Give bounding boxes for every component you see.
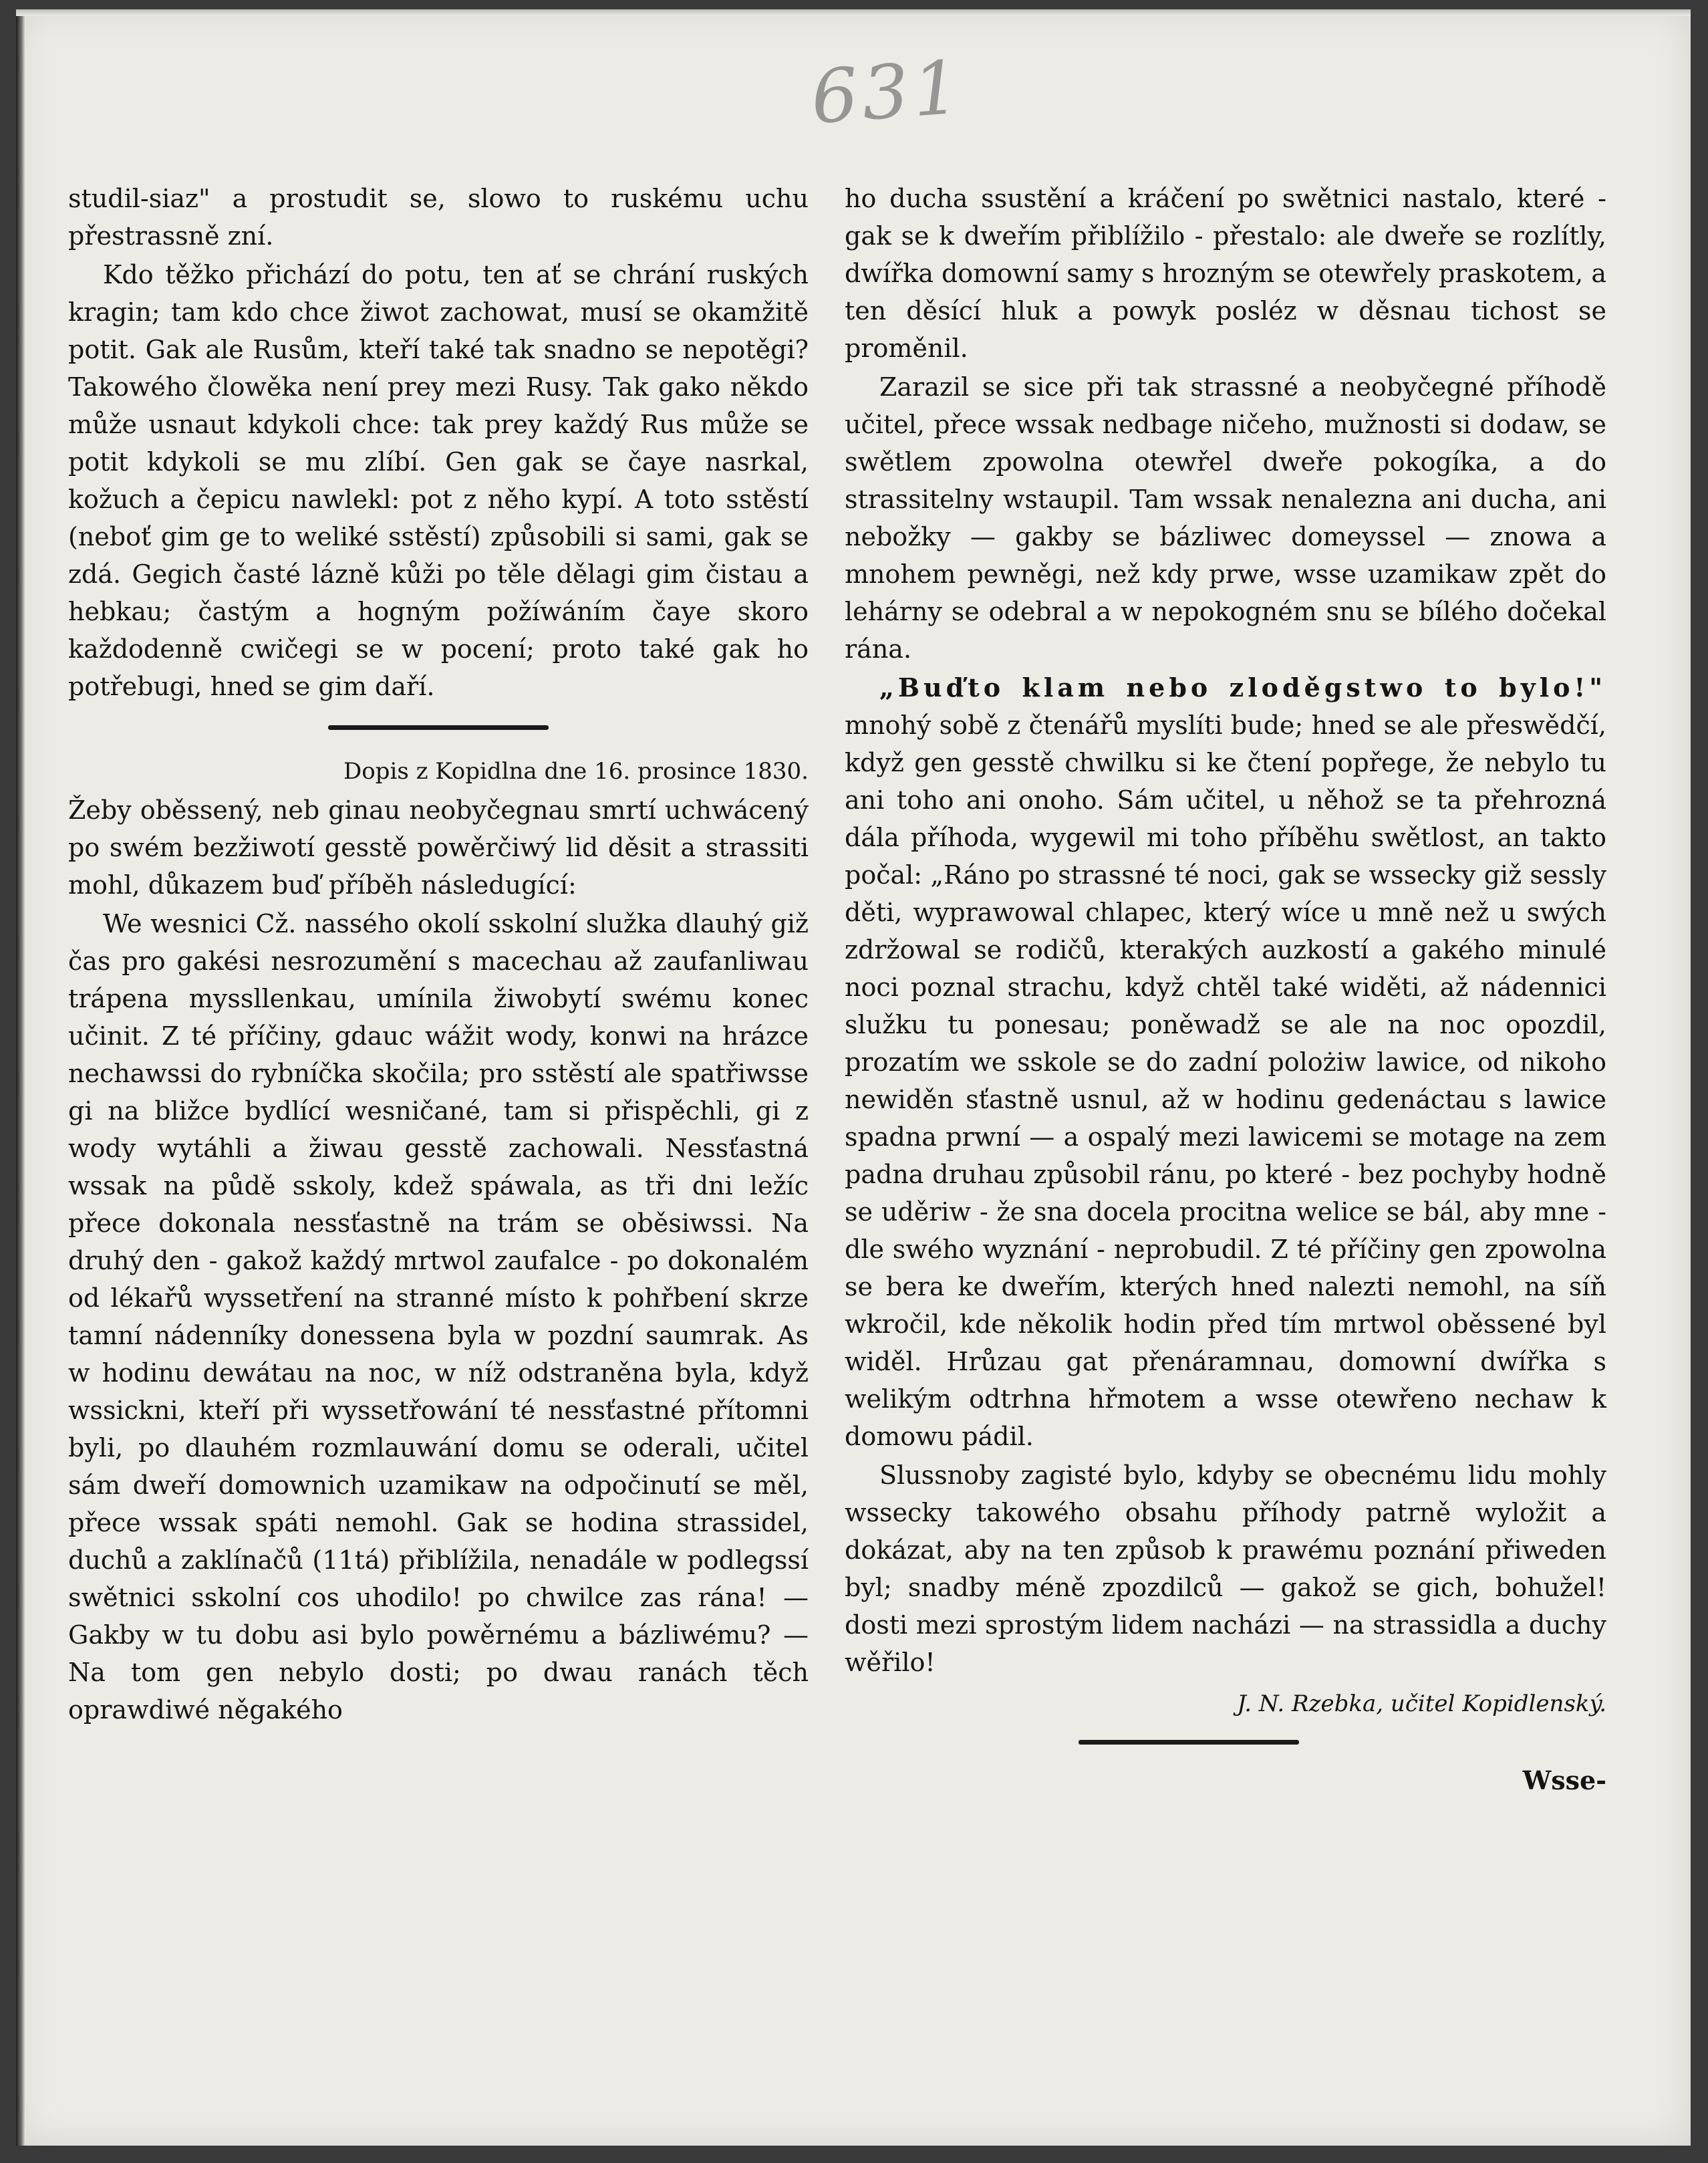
left-paragraph-2: Kdo těžko přichází do potu, ten ať se chrání ruských kragin; tam kdo chce žiwot zachowat, musí se okamžitě potit. Gak ale Rusům, kteří také tak snadno se nepotěgi? Takowého člowěka není prey mezi Rusy. Tak gako někdo může usnaut kdykoli chce: tak prey každý Rus může se potit kdykoli se mu zlíbí. Gen gak se čaye nasrkal, kožuch a čepicu nawlekl: pot z něho kypí. A toto sstěstí (neboť gim ge to weliké sstěstí) způsobili si sami, gak se zdá. Gegich časté lázně kůži po těle dělagi gim čistau a hebkau; častým a hogným požíwáním čaye skoro každodenně cwičegi se w pocení; proto také gak ho potřebugi, hned se gim daří. <box>68 260 809 701</box>
quote-exclamation: „Buďto klam nebo zloděgstwo to bylo!" <box>879 672 1606 703</box>
handwritten-page-number: 631 <box>808 44 967 140</box>
section-divider <box>328 725 549 730</box>
document-page <box>16 9 1691 2146</box>
left-paragraph-1: studil-siaz" a prostudit se, slowo to ruskému uchu přestrassně zní. <box>68 184 809 251</box>
right-paragraph-3-text: mnohý sobě z čtenářů myslíti bude; hned se ale přeswědčí, když gen gesstě chwilku si ke čtení popřege, že nebylo tu ani toho ani onoho. Sám učitel, u něhož se ta přehrozná dála příhoda, wygewil mi toho příběhu swětlost, an takto počal: „Ráno po strassné té noci, gak se wssecky giž sessly děti, wyprawowal chlapec, který wíce u mně než u swých zdržowal se rodičů, kterakých auzkostí a gakého minulé noci poznal strachu, když chtěl také widěti, až nádennici služku tu ponesau; poněwadž se ale na noc opozdil, prozatím we sskole se do zadní polożiw lawice, od nikoho newiděn sťastně usnul, až w hodinu gedenáctau s lawice spadna prwní — a ospalý mezi lawicemi se motage na zem padna druhau způsobil ránu, po které - bez pochyby hodně se uděriw - že sna docela procitna welice se bál, aby mne - dle swého wyznání - neprobudil. Z té příčiny gen zpowolna se bera ke dweřím, kterých hned nalezti nemohl, na síň wkročil, kde několik hodin před tím mrtwol oběssené byl widěl. Hrůzau gat přenáramnau, domowní dwířka s welikým odtrhna hřmotem a wsse otewřeno nechaw k domowu pádil. <box>845 711 1606 1451</box>
page-spine-shadow <box>16 9 25 2146</box>
right-paragraph-1: ho ducha ssustění a kráčení po swětnici nastalo, které - gak se k dweřím přiblížilo - přestalo: ale dweře se rozlítly, dwířka domowní samy s hrozným se otewřely praskotem, a ten děsící hluk a powyk posléz w děsnau tichost se proměnil. <box>845 184 1606 363</box>
left-paragraph-3: Žeby oběssený, neb ginau neobyčegnau smrtí uchwácený po swém bezžiwotí gesstě powěrčiwý lid děsit a strassiti mohl, důkazem buď příběh následugící: <box>68 795 809 900</box>
catchword: Wsse- <box>1522 1765 1606 1795</box>
right-paragraph-2: Zarazil se sice při tak strassné a neobyčegné příhodě učitel, přece wssak nedbage ničeho, mužnosti si dodaw, se swětlem zpowolna otewřel dweře pokogíka, a do strassitelny wstaupil. Tam wssak nenalezna ani ducha, ani nebožky — gakby se bázliwec domeyssel — znowa a mnohem pewněgi, než kdy prwe, wsse uzamikaw zpět do lehárny se odebral a w nepokogném snu se bílého dočekal rána. <box>845 372 1606 664</box>
page-top-edge <box>16 9 1691 16</box>
end-divider <box>1079 1740 1299 1745</box>
letter-dateline: Dopis z Kopidlna dne 16. prosince 1830. <box>343 758 809 785</box>
right-paragraph-3 <box>845 669 1606 1455</box>
right-paragraph-4: Slussnoby zagisté bylo, kdyby se obecnému lidu mohly wssecky takowého obsahu příhody patrně wyložit a dokázat, aby na ten způsob k prawému poznání přiweden byl; snadby méně zpozdilců — gakož se gich, bohužel! dosti mezi sprostým lidem nacházi — na strassidla a duchy wěřilo! <box>845 1460 1606 1677</box>
right-column <box>845 180 1606 1799</box>
author-signature: J. N. Rzebka, učitel Kopidlenský. <box>1237 1690 1606 1717</box>
left-column <box>68 180 809 1730</box>
left-paragraph-4: We wesnici Cž. nassého okolí sskolní služka dlauhý giž čas pro gakési nesrozumění s macechau až zaufanliwau trápena myssllenkau, umínila žiwobytí swému konec učinit. Z té příčiny, gdauc wážit wody, konwi na hrázce nechawssi do rybníčka skočila; pro sstěstí ale spatřiwsse gi na bližce bydlící wesničané, tam si přispěchli, gi z wody wytáhli a žiwau gesstě zachowali. Nessťastná wssak na půdě sskoly, kdež spáwala, as tři dni ležíc přece dokonala nessťastně na trám se oběsiwssi. Na druhý den - gakož každý mrtwol zaufalce - po dokonalém od lékařů wyssetření na stranné místo k pohřbení skrze tamní nádenníky donessena byla w pozdní saumrak. As w hodinu dewátau na noc, w níž odstraněna byla, když wssickni, kteří při wyssetřowání té nessťastné přítomni byli, po dlauhém rozmlauwání domu se oderali, učitel sám dweří domownich uzamikaw na odpočinutí se měl, přece wssak spáti nemohl. Gak se hodina strassidel, duchů a zaklínačů (11tá) přiblížila, nenadále w podlegssí swětnici sskolní cos uhodilo! po chwilce zas rána! — Gakby w tu dobu asi bylo powěrnému a bázliwému? — Na tom gen nebylo dosti; po dwau ranách těch oprawdiwé něgakého <box>68 909 809 1725</box>
